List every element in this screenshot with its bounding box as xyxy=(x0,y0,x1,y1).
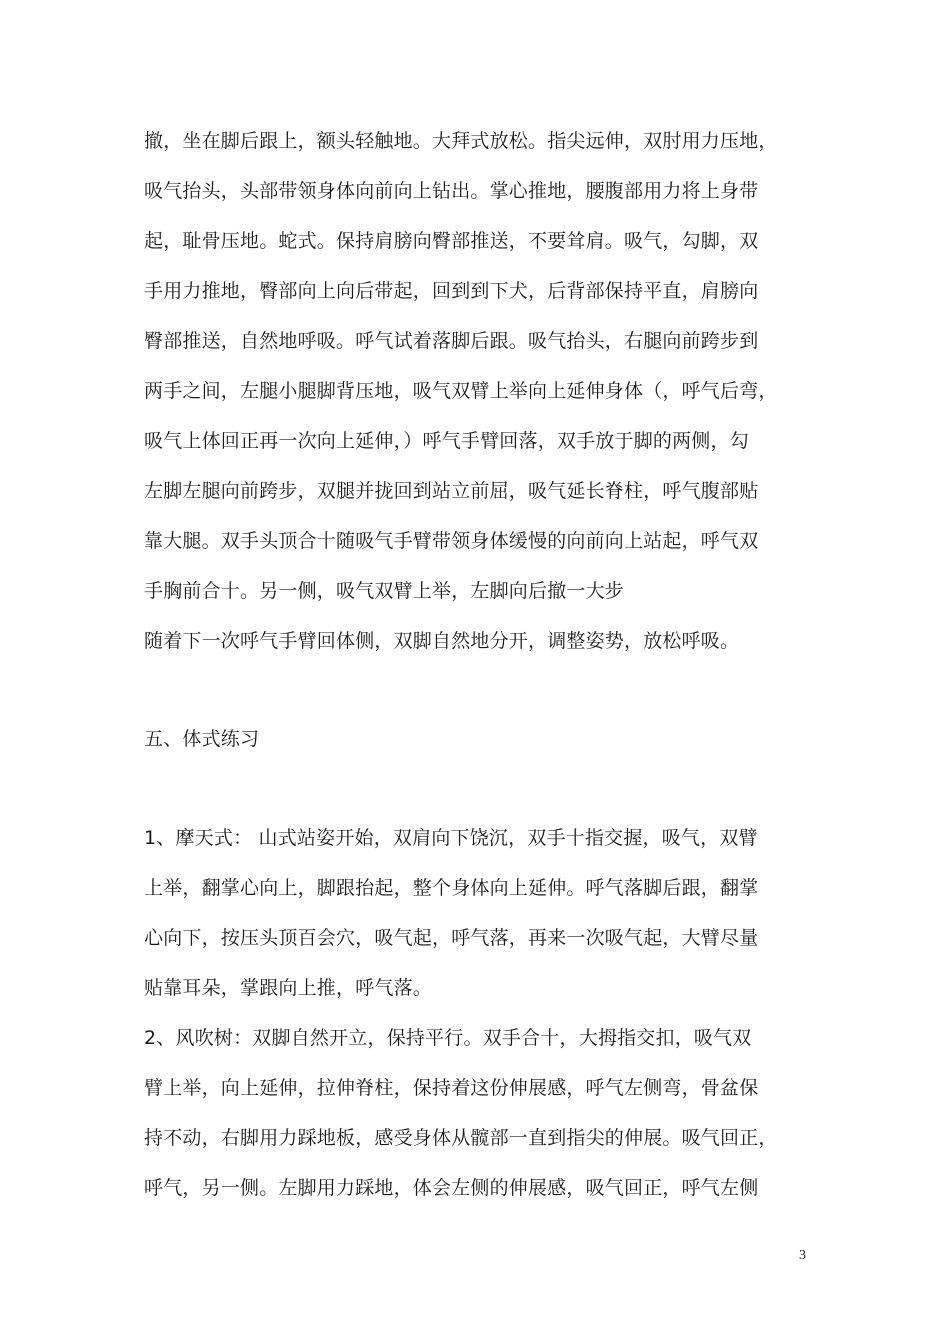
text-line: 吸气抬头，头部带领身体向前向上钻出。掌心推地，腰腹部用力将上身带 xyxy=(144,180,759,202)
text-line: 吸气上体回正再一次向上延伸，）呼气手臂回落，双手放于脚的两侧，勾 xyxy=(144,430,749,452)
text-line: 持不动，右脚用力踩地板，感受身体从髋部一直到指尖的伸展。吸气回正， xyxy=(144,1127,778,1149)
text-line: 心向下，按压头顶百会穴，吸气起，呼气落，再来一次吸气起，大臂尽量 xyxy=(144,927,759,949)
text-line: 1、摩天式： 山式站姿开始，双肩向下饶沉，双手十指交握，吸气，双臂 xyxy=(144,827,758,849)
text-line: 左脚左腿向前跨步，双腿并拢回到站立前屈，吸气延长脊柱，呼气腹部贴 xyxy=(144,480,759,502)
text-line: 臀部推送，自然地呼吸。呼气试着落脚后跟。吸气抬头，右腿向前跨步到 xyxy=(144,330,759,352)
paragraph-sequence-continued xyxy=(144,116,824,666)
section-heading-container xyxy=(144,714,824,764)
text-line: 手用力推地，臀部向上向后带起，回到到下犬，后背部保持平直，肩膀向 xyxy=(144,280,759,302)
text-line: 贴靠耳朵，掌跟向上推，呼气落。 xyxy=(144,977,433,999)
text-line: 随着下一次呼气手臂回体侧，双脚自然地分开，调整姿势，放松呼吸。 xyxy=(144,630,740,652)
text-line: 呼气，另一侧。左脚用力踩地，体会左侧的伸展感，吸气回正，呼气左侧 xyxy=(144,1177,759,1199)
text-line: 上举，翻掌心向上，脚跟抬起，整个身体向上延伸。呼气落脚后跟，翻掌 xyxy=(144,877,759,899)
text-line: 臂上举，向上延伸，拉伸脊柱，保持着这份伸展感，呼气左侧弯，骨盆保 xyxy=(144,1077,759,1099)
text-line: 2、风吹树：双脚自然开立，保持平行。双手合十，大拇指交扣，吸气双 xyxy=(144,1027,752,1049)
page-number: 3 xyxy=(799,1248,806,1263)
text-line: 手胸前合十。另一侧，吸气双臂上举，左脚向后撤一大步 xyxy=(144,580,625,602)
paragraph-pose-practice xyxy=(144,813,824,1213)
section-heading: 五、体式练习 xyxy=(144,728,260,750)
text-line: 撤，坐在脚后跟上，额头轻触地。大拜式放松。指尖远伸，双肘用力压地， xyxy=(144,130,778,152)
text-line: 起，耻骨压地。蛇式。保持肩膀向臀部推送，不要耸肩。吸气，勾脚，双 xyxy=(144,230,759,252)
text-line: 靠大腿。双手头顶合十随吸气手臂带领身体缓慢的向前向上站起，呼气双 xyxy=(144,530,759,552)
text-line: 两手之间，左腿小腿脚背压地，吸气双臂上举向上延伸身体（，呼气后弯， xyxy=(144,380,778,402)
